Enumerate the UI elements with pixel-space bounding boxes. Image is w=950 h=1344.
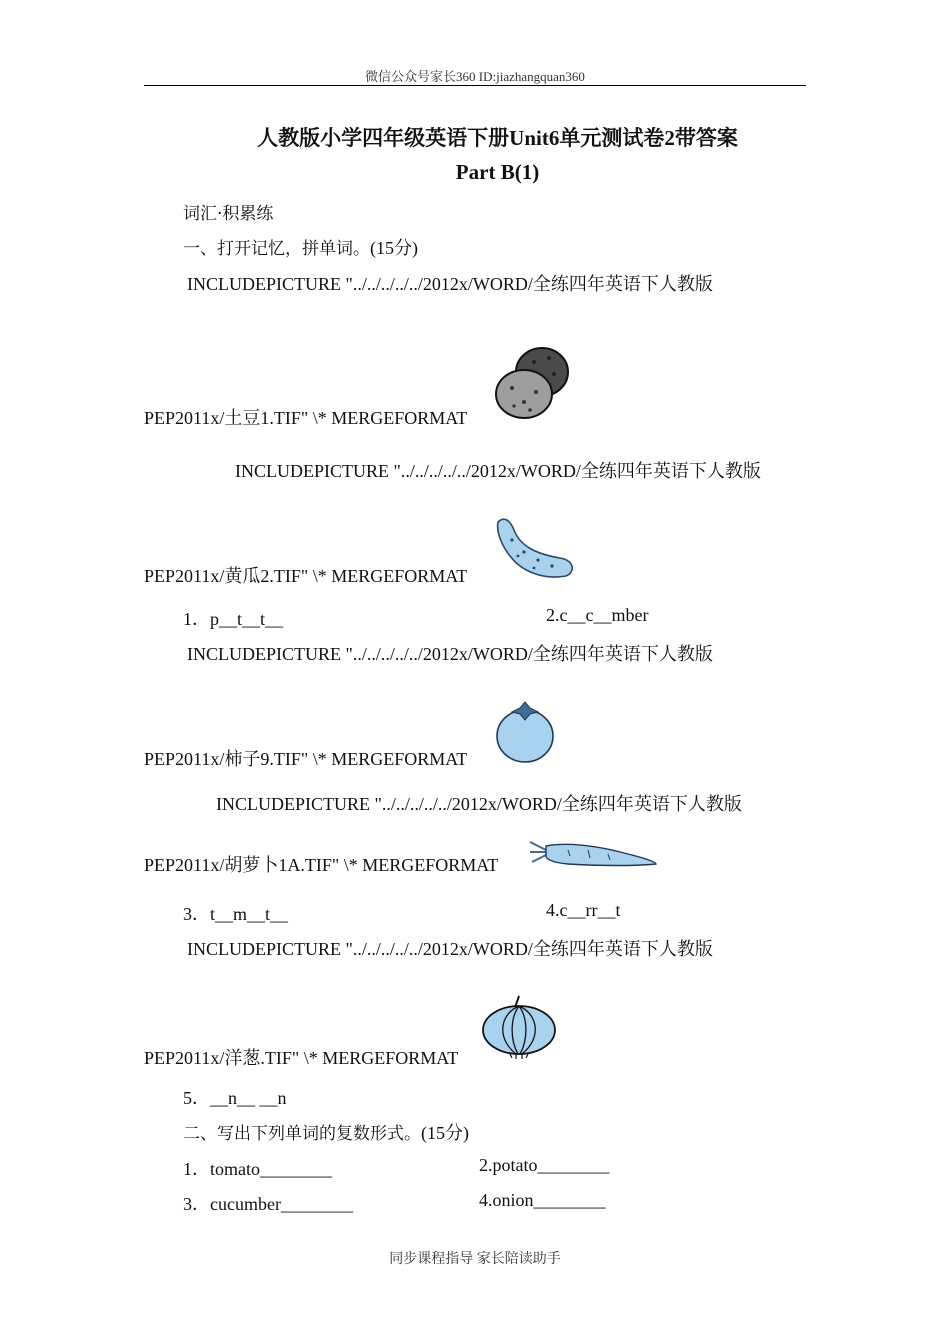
page-header: 微信公众号家长360 ID:jiazhangquan360 [365,69,585,84]
header-divider [144,85,806,86]
onion-icon [480,994,558,1060]
field-code-line2: PEP2011x/黄瓜2.TIF" \* MERGEFORMAT [144,566,468,586]
exercise-item: 1．p__t__t__ [183,609,284,629]
potato-icon [494,344,572,422]
exercise-item: 3．cucumber________ [183,1194,353,1214]
exercise-item: 4.c__rr__t [546,900,621,920]
field-code-line1: INCLUDEPICTURE "../../../../../2012x/WORD/全练四年英语下人教版 [235,461,761,481]
exercise-item: 3．t__m__t__ [183,904,289,924]
field-code-line2: PEP2011x/土豆1.TIF" \* MERGEFORMAT [144,408,468,428]
section2-score: (15分) [421,1123,469,1143]
exercise-item: 4.onion________ [479,1190,606,1210]
field-code-line2: PEP2011x/柿子9.TIF" \* MERGEFORMAT [144,749,468,769]
field-code-line1: INCLUDEPICTURE "../../../../../2012x/WORD/全练四年英语下人教版 [187,644,713,664]
section1-heading [183,234,418,260]
carrot-icon [528,838,658,870]
exercise-item: 5．__n__ __n [183,1088,287,1108]
page-title: 人教版小学四年级英语下册Unit6单元测试卷2带答案 [257,126,738,150]
field-code-line1: INCLUDEPICTURE "../../../../../2012x/WORD/全练四年英语下人教版 [216,794,742,814]
exercise-item: 1．tomato________ [183,1159,332,1179]
page-subtitle: Part B(1) [455,160,540,184]
field-code-line2: PEP2011x/胡萝卜1A.TIF" \* MERGEFORMAT [144,855,499,875]
section1-score: (15分) [370,238,418,258]
exercise-item: 2.c__c__mber [546,605,649,625]
section2-heading-text: 二、写出下列单词的复数形式。 [183,1124,421,1144]
field-code-line2: PEP2011x/洋葱.TIF" \* MERGEFORMAT [144,1048,459,1068]
category-label: 词汇·积累练 [183,204,274,224]
exercise-item: 2.potato________ [479,1155,610,1175]
section1-heading-text: 一、打开记忆，拼单词。 [183,239,370,259]
tomato-icon [494,700,556,764]
page-footer: 同步课程指导 家长陪读助手 [389,1252,561,1267]
section2-heading [183,1119,469,1145]
field-code-line1: INCLUDEPICTURE "../../../../../2012x/WORD/全练四年英语下人教版 [187,939,713,959]
field-code-line1: INCLUDEPICTURE "../../../../../2012x/WORD/全练四年英语下人教版 [187,274,713,294]
cucumber-icon [494,516,578,582]
